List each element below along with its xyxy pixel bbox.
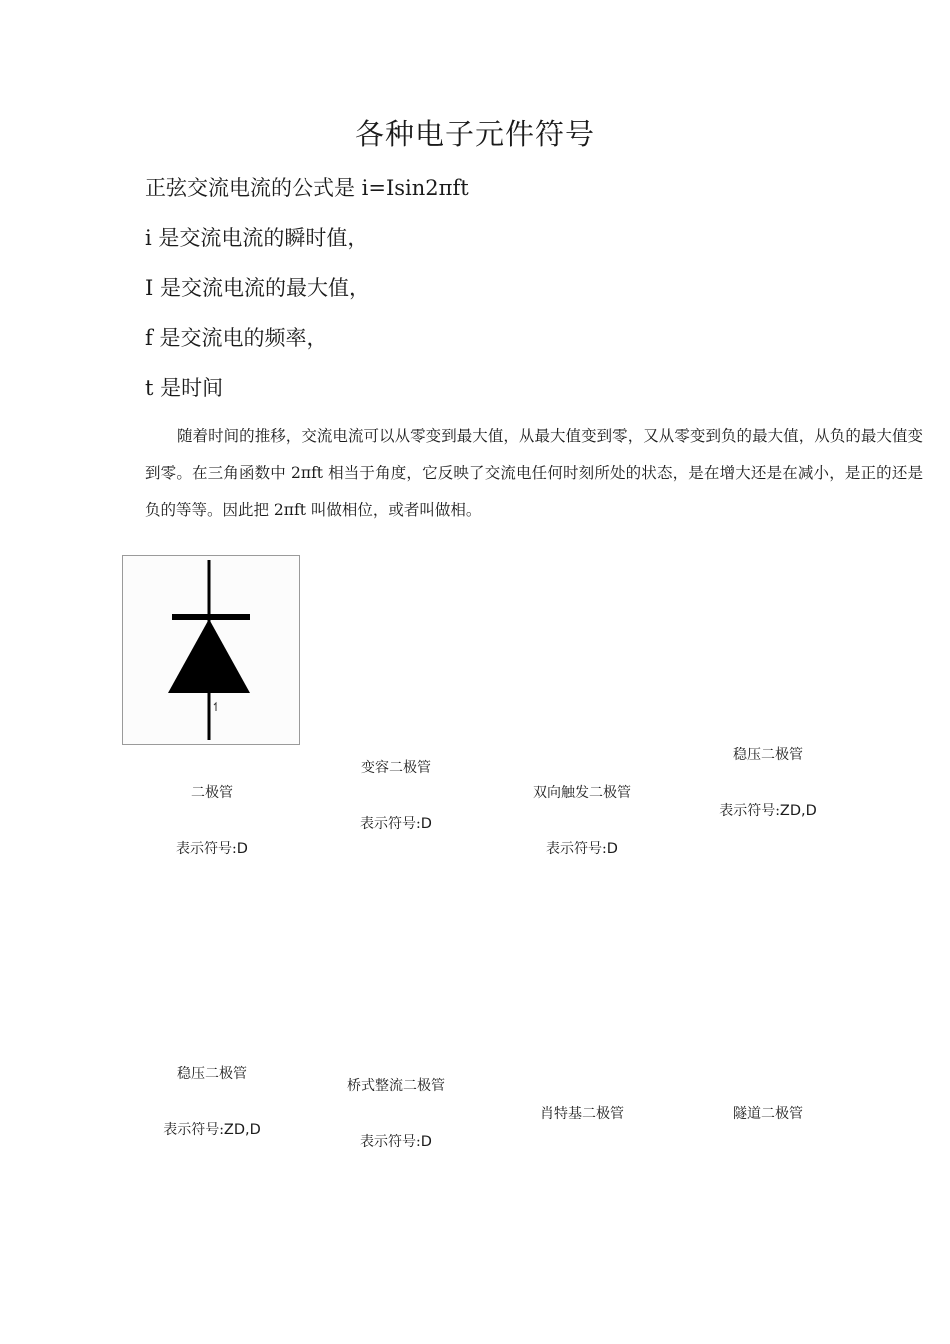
component-name-tunnel: 隧道二极管 bbox=[733, 1106, 803, 1122]
component-name-schottky: 肖特基二极管 bbox=[540, 1106, 624, 1122]
formula-line: 正弦交流电流的公式是 i=Isin2πft bbox=[145, 176, 469, 200]
component-name-bridge-rectifier: 桥式整流二极管 bbox=[347, 1078, 445, 1094]
component-name-varactor: 变容二极管 bbox=[361, 760, 431, 776]
max-value-line: I 是交流电流的最大值， bbox=[145, 276, 370, 300]
diode-symbol-icon bbox=[123, 556, 299, 744]
instant-value-line: i 是交流电流的瞬时值， bbox=[145, 226, 369, 250]
component-code-diode: 表示符号:D bbox=[176, 841, 248, 857]
component-code-varactor: 表示符号:D bbox=[360, 816, 432, 832]
component-code-zener: 表示符号:ZD,D bbox=[719, 803, 817, 819]
page-title: 各种电子元件符号 bbox=[354, 117, 595, 151]
component-name-zener-2: 稳压二极管 bbox=[177, 1066, 247, 1082]
component-code-zener-2: 表示符号:ZD,D bbox=[163, 1122, 261, 1138]
frequency-line: f 是交流电的频率， bbox=[145, 326, 328, 350]
component-name-diode: 二极管 bbox=[191, 785, 233, 801]
component-code-diac: 表示符号:D bbox=[546, 841, 618, 857]
diode-symbol-image bbox=[122, 555, 300, 745]
component-name-diac: 双向触发二极管 bbox=[533, 785, 631, 801]
component-code-bridge-rectifier: 表示符号:D bbox=[360, 1134, 432, 1150]
component-name-zener: 稳压二极管 bbox=[733, 747, 803, 763]
phase-explanation-paragraph: 随着时间的推移，交流电流可以从零变到最大值，从最大值变到零，又从零变到负的最大值，从负的最大值变到零。在三角函数中 2πft 相当于角度，它反映了交流电任何时刻所处的状态，是在增大还是在减小，是正的还是负的等等。因此把 2πft 叫做相位，或者叫做相。 bbox=[145, 427, 923, 519]
time-line: t 是时间 bbox=[145, 376, 224, 400]
